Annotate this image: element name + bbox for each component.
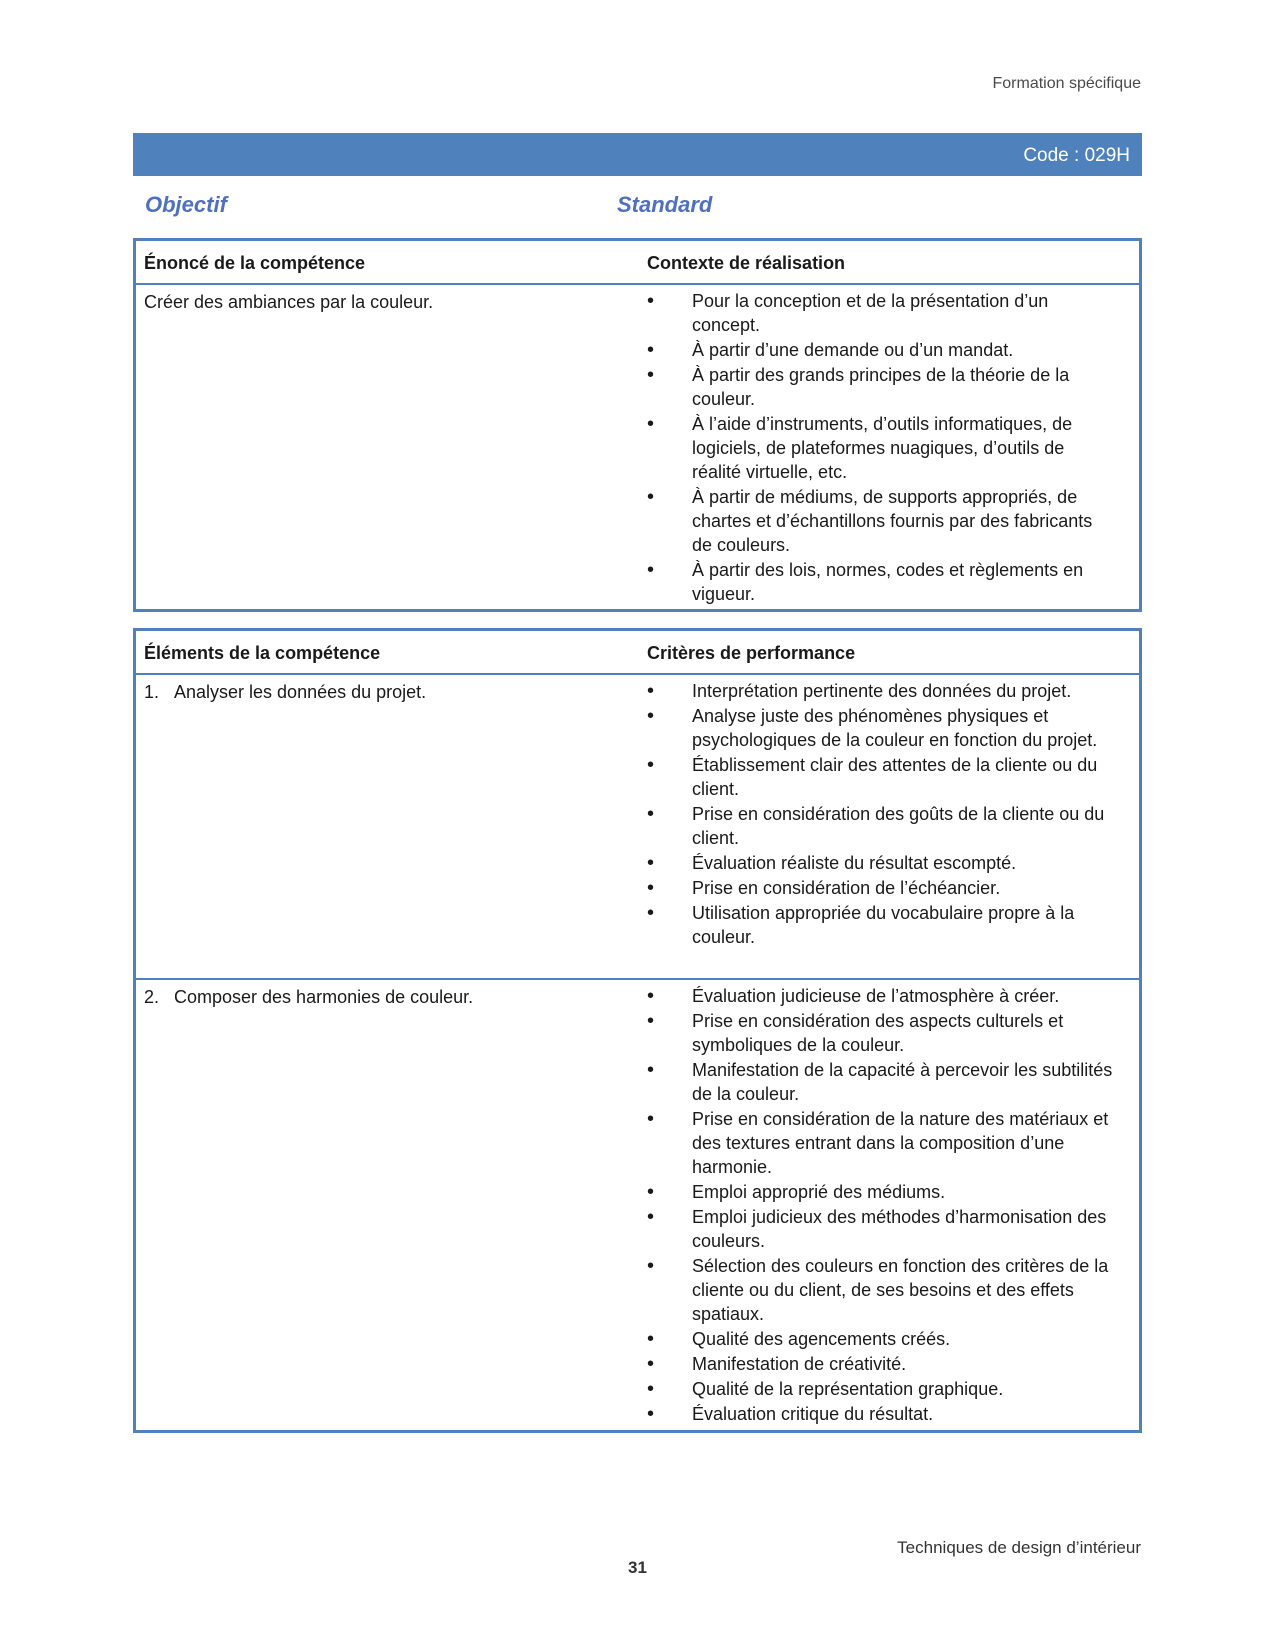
context-item: • Pour la conception et de la présentation d’un concept.: [647, 289, 1117, 337]
criterion-item: • Sélection des couleurs en fonction des critères de la cliente ou du client, de ses besoins et des effets spatiaux.: [647, 1254, 1117, 1326]
element-text: Composer des harmonies de couleur.: [174, 987, 474, 1007]
row-divider: [136, 978, 1139, 980]
statement-column-header: Énoncé de la compétence: [144, 253, 366, 273]
criterion-item: • Prise en considération des goûts de la cliente ou du client.: [647, 802, 1117, 850]
objective-label: Objectif: [145, 192, 227, 217]
element-number: 2.: [144, 987, 160, 1007]
standard-label: Standard: [617, 192, 713, 217]
table1-header: [136, 241, 1139, 285]
criterion-item: • Analyse juste des phénomènes physiques et psychologiques de la couleur en fonction du projet.: [647, 704, 1117, 752]
criterion-item: • Interprétation pertinente des données du projet.: [647, 679, 1117, 703]
context-item: • À partir des lois, normes, codes et règlements en vigueur.: [647, 558, 1117, 606]
criterion-item: • Prise en considération de l’échéancier.: [647, 876, 1117, 900]
context-item: • À partir de médiums, de supports appropriés, de chartes et d’échantillons fournis par des fabricants de couleurs.: [647, 485, 1117, 557]
element-text: Analyser les données du projet.: [174, 682, 427, 702]
competency-statement-table: [133, 238, 1142, 612]
context-column-header: Contexte de réalisation: [647, 253, 846, 273]
element-label: [144, 682, 426, 703]
objective-standard-labels: [145, 192, 1145, 222]
element-label: [144, 987, 473, 1008]
criterion-item: • Qualité des agencements créés.: [647, 1327, 1117, 1351]
criterion-item: • Établissement clair des attentes de la cliente ou du client.: [647, 753, 1117, 801]
competency-code: Code : 029H: [1023, 145, 1130, 166]
page-number: 31: [628, 1558, 647, 1577]
elements-column-header: Éléments de la compétence: [144, 643, 381, 663]
criterion-item: • Manifestation de créativité.: [647, 1352, 1117, 1376]
criterion-item: • Manifestation de la capacité à percevoir les subtilités de la couleur.: [647, 1058, 1117, 1106]
table2-header: [136, 631, 1139, 675]
context-item: • À l’aide d’instruments, d’outils informatiques, de logiciels, de plateformes nuagiques, d’outils de réalité virtuelle, etc.: [647, 412, 1117, 484]
code-bar: [133, 133, 1142, 176]
element-number: 1.: [144, 682, 160, 702]
context-item: • À partir d’une demande ou d’un mandat.: [647, 338, 1117, 362]
context-item: • À partir des grands principes de la théorie de la couleur.: [647, 363, 1117, 411]
criterion-item: • Qualité de la représentation graphique.: [647, 1377, 1117, 1401]
criterion-item: • Emploi approprié des médiums.: [647, 1180, 1117, 1204]
program-name: Techniques de design d’intérieur: [897, 1538, 1141, 1557]
context-list: [647, 289, 1117, 607]
criterion-item: • Prise en considération de la nature des matériaux et des textures entrant dans la composition d’une harmonie.: [647, 1107, 1117, 1179]
criterion-item: • Emploi judicieux des méthodes d’harmonisation des couleurs.: [647, 1205, 1117, 1253]
criteria-list: [647, 984, 1117, 1427]
competency-statement: Créer des ambiances par la couleur.: [144, 292, 434, 312]
criterion-item: • Évaluation critique du résultat.: [647, 1402, 1117, 1426]
criterion-item: • Utilisation appropriée du vocabulaire propre à la couleur.: [647, 901, 1117, 949]
criteria-column-header: Critères de performance: [647, 643, 856, 663]
criterion-item: • Prise en considération des aspects culturels et symboliques de la couleur.: [647, 1009, 1117, 1057]
performance-criteria-table: [133, 628, 1142, 1433]
criteria-list: [647, 679, 1117, 950]
criterion-item: • Évaluation judicieuse de l’atmosphère à créer.: [647, 984, 1117, 1008]
section-header: Formation spécifique: [992, 75, 1141, 92]
criterion-item: • Évaluation réaliste du résultat escompté.: [647, 851, 1117, 875]
